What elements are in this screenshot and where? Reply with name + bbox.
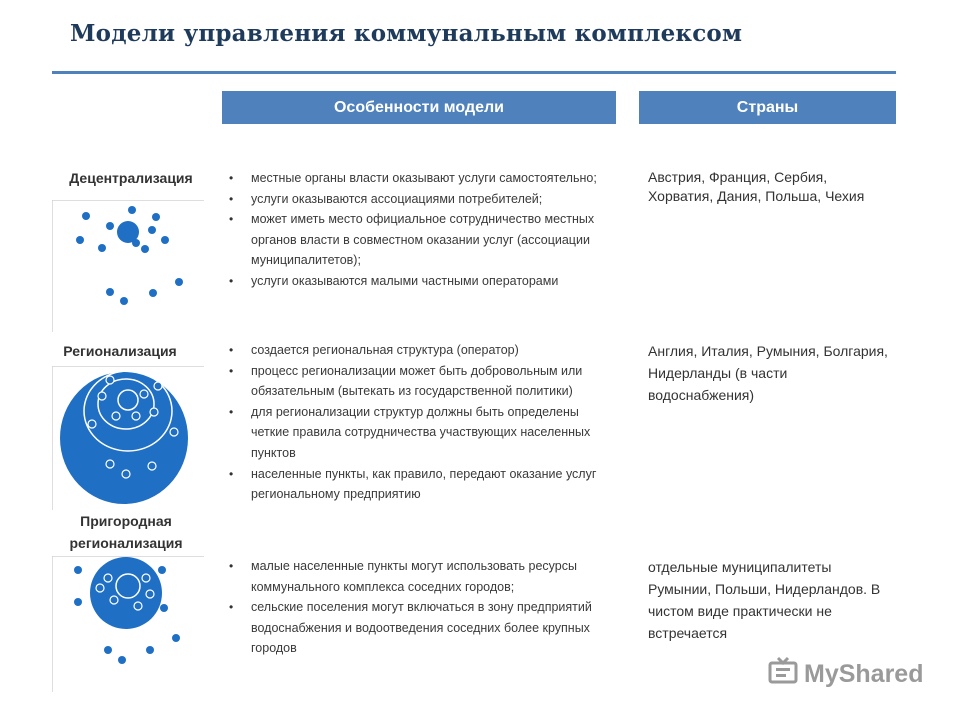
model-label-line: регионализация — [69, 535, 183, 551]
watermark — [768, 656, 923, 693]
list-item: • сельские поселения могут включаться в зону предприятий водоснабжения и водоотведения соседних более крупных городов — [229, 597, 609, 659]
list-item: • населенные пункты, как правило, передают оказание услуг региональному предприятию — [229, 464, 609, 505]
suburban-region-icon — [52, 556, 204, 692]
slideshow-icon — [768, 656, 798, 693]
column-header-countries: Страны — [639, 91, 896, 124]
list-item: • создается региональная структура (оператор) — [229, 340, 609, 361]
model-label-regionalization: Регионализация — [63, 343, 177, 359]
concentric-region-icon — [52, 366, 204, 510]
countries-regionalization: Англия, Италия, Румыния, Болгария, Нидерланды (в части водоснабжения) — [648, 343, 888, 403]
features-decentralization — [229, 168, 609, 292]
title-divider — [52, 71, 896, 74]
list-item: • может иметь место официальное сотрудничество местных органов власти в совместном оказании услуг (ассоциации муниципалитетов); — [229, 209, 609, 271]
list-item: • для регионализации структур должны быть определены четкие правила сотрудничества участвующих населенных пунктов — [229, 402, 609, 464]
features-suburban-regionalization — [229, 556, 609, 659]
list-item: • процесс регионализации может быть добровольным или обязательным (вытекать из государственной политики) — [229, 361, 609, 402]
model-label-suburban-regionalization — [46, 510, 206, 554]
model-label-line: Пригородная — [80, 513, 172, 529]
countries-suburban-regionalization: отдельные муниципалитеты Румынии, Польши, Нидерландов. В чистом виде практически не встречается — [648, 559, 881, 641]
features-regionalization — [229, 340, 609, 505]
scattered-dots-icon — [52, 200, 204, 332]
list-item: • услуги оказываются ассоциациями потребителей; — [229, 189, 609, 210]
model-label-decentralization: Децентрализация — [69, 170, 193, 186]
list-item: • услуги оказываются малыми частными операторами — [229, 271, 609, 292]
page-title: Модели управления коммунальным комплексом — [70, 20, 743, 47]
column-header-features: Особенности модели — [222, 91, 616, 124]
list-item: • местные органы власти оказывают услуги самостоятельно; — [229, 168, 609, 189]
watermark-text: MyShared — [804, 660, 924, 688]
countries-decentralization: Австрия, Франция, Сербия, Хорватия, Дания, Польша, Чехия — [648, 169, 865, 204]
list-item: • малые населенные пункты могут использовать ресурсы коммунального комплекса соседних городов; — [229, 556, 609, 597]
